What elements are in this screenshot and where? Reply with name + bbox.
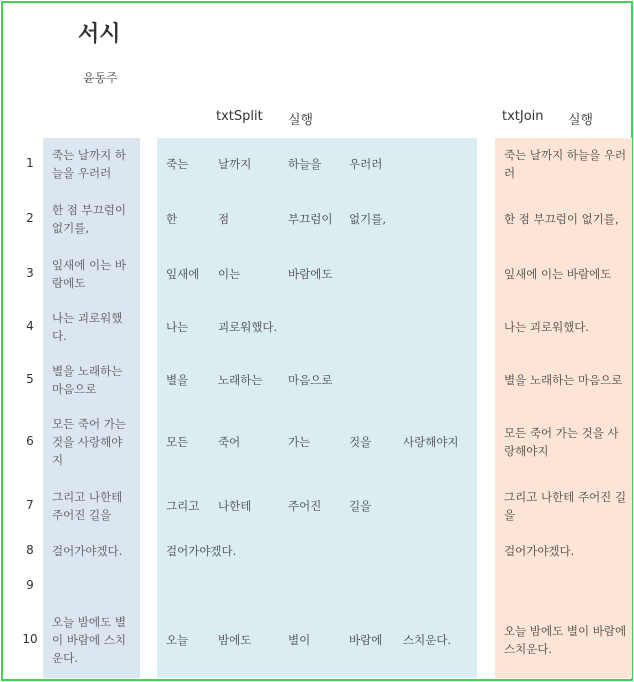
poem-author: 윤동주 bbox=[83, 71, 118, 85]
split-word-cell[interactable]: 나한테 bbox=[218, 499, 252, 513]
joined-line-cell[interactable]: 별을 노래하는 마음으로 bbox=[504, 373, 623, 387]
joined-line-cell[interactable]: 오늘 밤에도 별이 바람에 스치운다. bbox=[504, 624, 627, 656]
split-word-cell[interactable]: 것을 bbox=[349, 435, 372, 449]
original-line-cell[interactable]: 오늘 밤에도 별이 바람에 스치운다. bbox=[52, 615, 126, 665]
joined-line-cell[interactable]: 잎새에 이는 바람에도 bbox=[504, 267, 612, 281]
split-word-cell[interactable]: 부끄럼이 bbox=[288, 212, 333, 226]
table-row bbox=[3, 358, 634, 402]
joined-line-cell[interactable]: 모든 죽어 가는 것을 사랑해야지 bbox=[504, 426, 619, 458]
split-word-cell[interactable]: 바람에 bbox=[349, 633, 383, 647]
split-word-cell[interactable]: 길을 bbox=[349, 499, 372, 513]
table-row bbox=[3, 575, 634, 597]
table-row bbox=[3, 252, 634, 296]
split-word-cell[interactable]: 오늘 bbox=[166, 633, 189, 647]
row-number: 10 bbox=[22, 632, 38, 646]
split-word-cell[interactable]: 없기를, bbox=[349, 212, 386, 226]
split-word-cell[interactable]: 노래하는 bbox=[218, 373, 263, 387]
table-row bbox=[3, 142, 634, 186]
txtsplit-label: txtSplit bbox=[216, 109, 263, 124]
joined-line-cell[interactable]: 걸어가야겠다. bbox=[504, 544, 575, 558]
split-word-cell[interactable]: 죽어 bbox=[218, 435, 241, 449]
sheet-frame bbox=[1, 1, 633, 681]
row-number: 4 bbox=[26, 319, 34, 333]
poem-title: 서시 bbox=[78, 22, 121, 47]
split-word-cell[interactable]: 별을 bbox=[166, 373, 189, 387]
split-word-cell[interactable]: 이는 bbox=[218, 267, 241, 281]
split-word-cell[interactable]: 스치운다. bbox=[403, 633, 452, 647]
original-line-cell[interactable]: 잎새에 이는 바람에도 bbox=[52, 258, 126, 290]
row-number: 3 bbox=[26, 266, 34, 280]
original-line-cell[interactable]: 걸어가야겠다. bbox=[52, 544, 123, 558]
txtjoin-label: txtJoin bbox=[502, 109, 544, 124]
row-number: 2 bbox=[26, 211, 34, 225]
split-run-button[interactable]: 실행 bbox=[288, 113, 314, 128]
joined-line-cell[interactable]: 나는 괴로워했다. bbox=[504, 320, 590, 334]
table-row bbox=[3, 605, 634, 675]
joined-line-cell[interactable]: 죽는 날까지 하늘을 우러러 bbox=[504, 148, 627, 180]
split-word-cell[interactable]: 하늘을 bbox=[288, 157, 322, 171]
row-number: 5 bbox=[26, 372, 34, 386]
table-row bbox=[3, 540, 634, 562]
split-word-cell[interactable]: 괴로워했다. bbox=[218, 320, 278, 334]
original-line-cell[interactable]: 그리고 나한테 주어진 길을 bbox=[52, 490, 123, 522]
table-row bbox=[3, 197, 634, 241]
row-number: 9 bbox=[26, 578, 34, 592]
split-word-cell[interactable]: 그리고 bbox=[166, 499, 200, 513]
split-word-cell[interactable]: 밤에도 bbox=[218, 633, 252, 647]
split-word-cell[interactable]: 우러러 bbox=[349, 157, 383, 171]
split-word-cell[interactable]: 별이 bbox=[288, 633, 311, 647]
split-word-cell[interactable]: 죽는 bbox=[166, 157, 189, 171]
split-word-cell[interactable]: 날까지 bbox=[218, 157, 252, 171]
row-number: 8 bbox=[26, 543, 34, 557]
table-row bbox=[3, 484, 634, 528]
original-line-cell[interactable]: 나는 괴로워했다. bbox=[52, 311, 123, 343]
joined-line-cell[interactable]: 그리고 나한테 주어진 길을 bbox=[504, 490, 627, 522]
split-word-cell[interactable]: 마음으로 bbox=[288, 373, 333, 387]
original-line-cell[interactable]: 한 점 부끄럼이 없기를, bbox=[52, 203, 126, 235]
split-word-cell[interactable]: 한 bbox=[166, 212, 178, 226]
table-row bbox=[3, 307, 634, 347]
original-line-cell[interactable]: 별을 노래하는 마음으로 bbox=[52, 364, 123, 396]
split-word-cell[interactable]: 점 bbox=[218, 212, 230, 226]
split-word-cell[interactable]: 바람에도 bbox=[288, 267, 333, 281]
original-line-cell[interactable]: 죽는 날까지 하늘을 우러러 bbox=[52, 148, 126, 180]
row-number: 1 bbox=[26, 156, 34, 170]
split-word-cell[interactable]: 모든 bbox=[166, 435, 189, 449]
row-number: 7 bbox=[26, 498, 34, 512]
joined-line-cell[interactable]: 한 점 부끄럼이 없기를, bbox=[504, 212, 619, 226]
table-row bbox=[3, 414, 634, 470]
split-word-cell[interactable]: 주어진 bbox=[288, 499, 322, 513]
split-word-cell[interactable]: 사랑해야지 bbox=[403, 435, 459, 449]
original-line-cell[interactable]: 모든 죽어 가는 것을 사랑해야지 bbox=[52, 417, 126, 467]
split-word-cell[interactable]: 걸어가야겠다. bbox=[166, 544, 237, 558]
join-run-button[interactable]: 실행 bbox=[568, 113, 594, 128]
split-word-cell[interactable]: 잎새에 bbox=[166, 267, 200, 281]
split-word-cell[interactable]: 가는 bbox=[288, 435, 311, 449]
row-number: 6 bbox=[26, 434, 34, 448]
split-word-cell[interactable]: 나는 bbox=[166, 320, 189, 334]
